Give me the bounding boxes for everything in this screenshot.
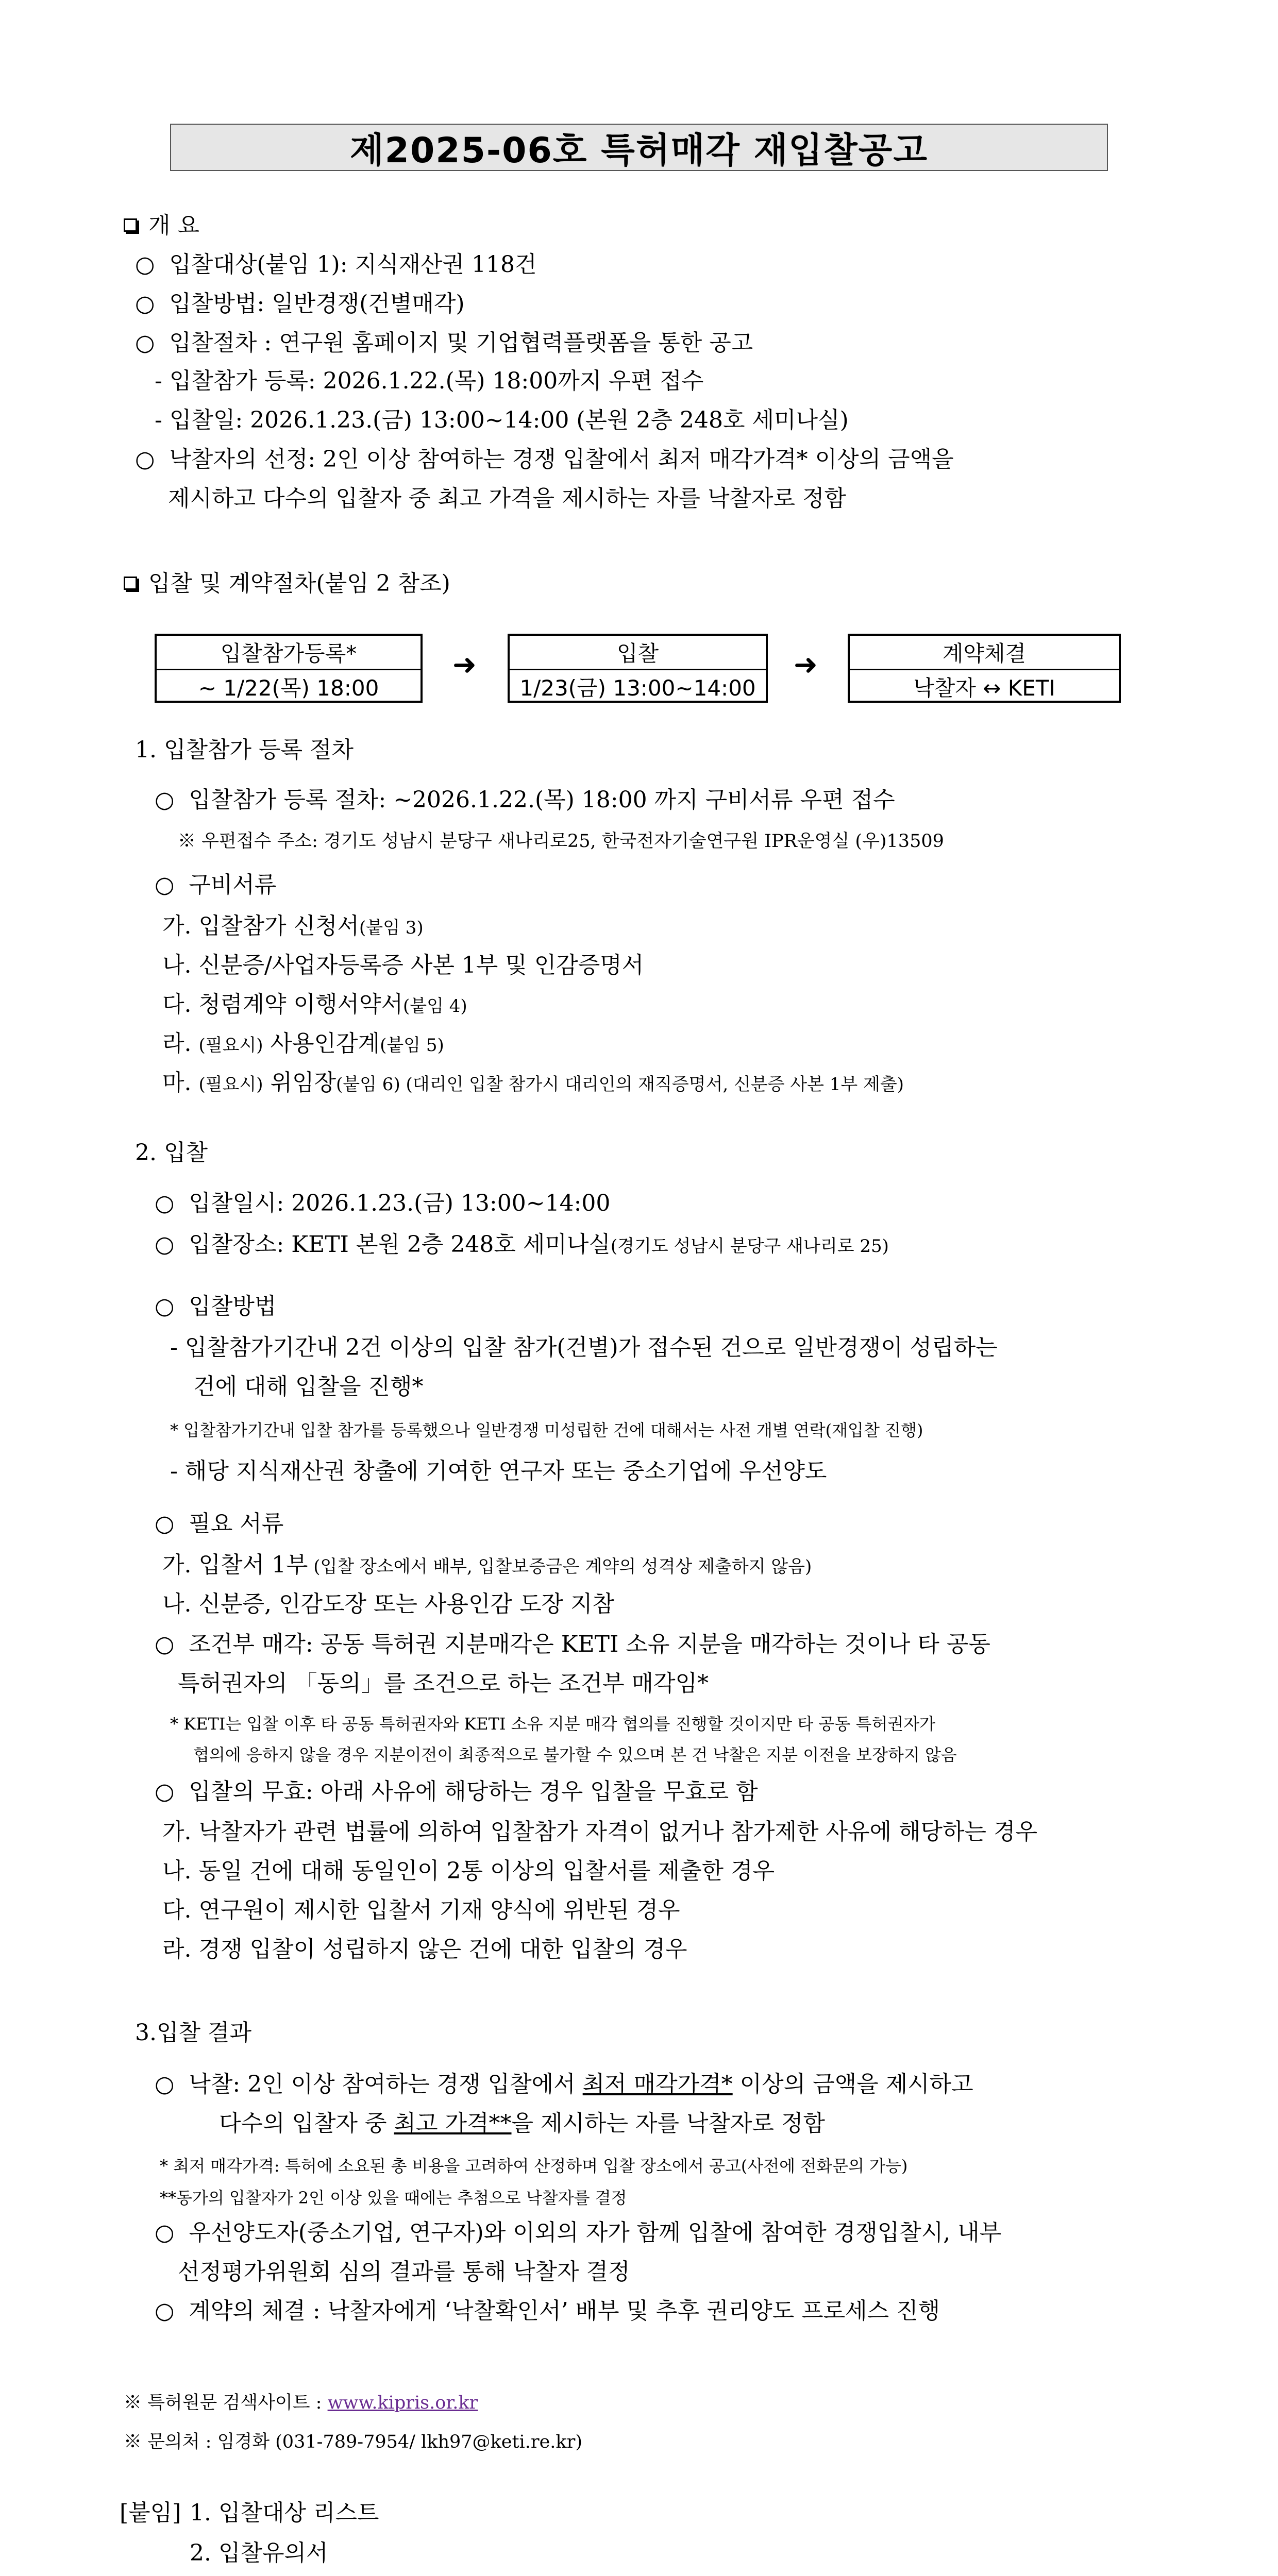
step-sub: 낙찰자 ↔ KETI [913,675,1055,701]
sec3-note: * 최저 매각가격: 특허에 소요된 총 비용을 고려하여 산정하며 입찰 장소에서 공고(사전에 전화문의 가능) [160,2156,908,2176]
sec1-docs-heading: ○ 구비서류 [155,872,277,898]
doc-item: 마. (필요시) 위임장(붙임 6) (대리인 입찰 참가시 대리인의 재직증명서, 신분증 사본 1부 제출) [162,1070,904,1096]
doc-item: 다. 청렴계약 이행서약서(붙임 4) [162,991,467,1018]
process-step-registration [155,634,423,703]
attachments-label: [붙임] [120,2500,181,2526]
sec2-conditional: ○ 조건부 매각: 공동 특허권 지분매각은 KETI 소유 지분을 매각하는 것이나 타 공동 [155,1631,990,1657]
kipris-link[interactable]: www.kipris.or.kr [327,2393,478,2413]
sec3-priority: ○ 우선양도자(중소기업, 연구자)와 이외의 자가 함께 입찰에 참여한 경쟁입찰시, 내부 [155,2219,1002,2246]
sec1-heading: 1. 입찰참가 등록 절차 [135,737,354,763]
sec2-method2: - 해당 지식재산권 창출에 기여한 연구자 또는 중소기업에 우선양도 [170,1458,827,1484]
doc-item: 라. (필요시) 사용인감계(붙임 5) [162,1030,444,1057]
overview-method: ○ 입찰방법: 일반경쟁(건별매각) [135,291,465,317]
req-item: 가. 입찰서 1부 (입찰 장소에서 배부, 입찰보증금은 계약의 성격상 제출하지 않음) [162,1552,812,1578]
sec2-cond-note-cont: 협의에 응하지 않을 경우 지분이전이 최종적으로 불가할 수 있으며 본 건 낙찰은 지분 이전을 보장하지 않음 [193,1745,957,1765]
process-heading: 입찰 및 계약절차(붙임 2 참조) [124,569,450,598]
square-bullet-icon [124,577,137,590]
invalid-item: 나. 동일 건에 대해 동일인이 2통 이상의 입찰서를 제출한 경우 [162,1858,775,1884]
sec3-winner-cont: 다수의 입찰자 중 최고 가격**을 제시하는 자를 낙찰자로 정함 [219,2110,826,2137]
sec2-date: ○ 입찰일시: 2026.1.23.(금) 13:00~14:00 [155,1190,611,1216]
page-title: 제2025-06호 특허매각 재입찰공고 [170,124,1108,171]
arrow-right-icon: ➜ [452,648,477,682]
step-sub: ~ 1/22(목) 18:00 [198,675,379,701]
sec2-method1-cont: 건에 대해 입찰을 진행* [193,1374,424,1400]
step-title: 계약체결 [850,636,1119,670]
overview-winner: ○ 낙찰자의 선정: 2인 이상 참여하는 경쟁 입찰에서 최저 매각가격* 이상의 금액을 [135,446,954,472]
arrow-right-icon: ➜ [794,648,818,682]
attachment-item: 1. 입찰대상 리스트 [190,2500,379,2526]
sec2-conditional-cont: 특허권자의 「동의」를 조건으로 하는 조건부 매각임* [178,1670,709,1697]
overview-procedure: ○ 입찰절차 : 연구원 홈페이지 및 기업협력플랫폼을 통한 공고 [135,330,753,356]
doc-item: 나. 신분증/사업자등록증 사본 1부 및 인감증명서 [162,952,644,978]
sec2-place: ○ 입찰장소: KETI 본원 2층 248호 세미나실(경기도 성남시 분당구 새나리로 25) [155,1231,889,1258]
sec3-heading: 3.입찰 결과 [135,2020,251,2046]
sec3-contract: ○ 계약의 체결 : 낙찰자에게 ‘낙찰확인서’ 배부 및 추후 권리양도 프로세스 진행 [155,2298,940,2324]
sec1-reg-proc: ○ 입찰참가 등록 절차: ~2026.1.22.(목) 18:00 까지 구비서류 우편 접수 [155,787,895,813]
sec2-method1: - 입찰참가기간내 2건 이상의 입찰 참가(건별)가 접수된 건으로 일반경쟁이 성립하는 [170,1334,998,1361]
square-bullet-icon [124,218,137,232]
invalid-item: 가. 낙찰자가 관련 법률에 의하여 입찰참가 자격이 없거나 참가제한 사유에 해당하는 경우 [162,1819,1037,1845]
overview-target: ○ 입찰대상(붙임 1): 지식재산권 118건 [135,251,537,278]
contact-line: ※ 문의처 : 임경화 (031-789-7954/ lkh97@keti.re.kr) [124,2432,583,2452]
kipris-site-line: ※ 특허원문 검색사이트 : www.kipris.or.kr [124,2393,478,2413]
sec2-heading: 2. 입찰 [135,1140,208,1166]
sec2-cond-note: * KETI는 입찰 이후 타 공동 특허권자와 KETI 소유 지분 매각 협의를 진행할 것이지만 타 공동 특허권자가 [170,1714,935,1734]
overview-registration: - 입찰참가 등록: 2026.1.22.(목) 18:00까지 우편 접수 [155,368,704,394]
overview-winner-cont: 제시하고 다수의 입찰자 중 최고 가격을 제시하는 자를 낙찰자로 정함 [168,485,846,512]
overview-bid-date: - 입찰일: 2026.1.23.(금) 13:00~14:00 (본원 2층 248호 세미나실) [155,407,849,433]
sec2-method-note: * 입찰참가기간내 입찰 참가를 등록했으나 일반경쟁 미성립한 건에 대해서는 사전 개별 연락(재입찰 진행) [170,1420,923,1440]
process-step-contract [848,634,1121,703]
sec2-req-heading: ○ 필요 서류 [155,1511,284,1537]
sec2-method-heading: ○ 입찰방법 [155,1293,277,1319]
step-sub: 1/23(금) 13:00~14:00 [519,675,756,701]
step-title: 입찰 [510,636,766,670]
sec3-priority-cont: 선정평가위원회 심의 결과를 통해 낙찰자 결정 [178,2259,630,2285]
doc-item: 가. 입찰참가 신청서(붙임 3) [162,913,424,939]
sec1-address: ※ 우편접수 주소: 경기도 성남시 분당구 새나리로25, 한국전자기술연구원 IPR운영실 (우)13509 [178,831,944,852]
sec2-invalid-heading: ○ 입찰의 무효: 아래 사유에 해당하는 경우 입찰을 무효로 함 [155,1778,758,1805]
invalid-item: 라. 경쟁 입찰이 성립하지 않은 건에 대한 입찰의 경우 [162,1936,687,1962]
invalid-item: 다. 연구원이 제시한 입찰서 기재 양식에 위반된 경우 [162,1897,680,1923]
sec3-note: **동가의 입찰자가 2인 이상 있을 때에는 추첨으로 낙찰자를 결정 [160,2188,627,2208]
sec3-winner: ○ 낙찰: 2인 이상 참여하는 경쟁 입찰에서 최저 매각가격* 이상의 금액을 제시하고 [155,2071,973,2097]
step-title: 입찰참가등록* [157,636,421,670]
attachment-item: 2. 입찰유의서 [190,2540,328,2566]
req-item: 나. 신분증, 인감도장 또는 사용인감 도장 지참 [162,1591,614,1617]
process-step-bid [508,634,768,703]
overview-heading: 개 요 [124,211,199,240]
